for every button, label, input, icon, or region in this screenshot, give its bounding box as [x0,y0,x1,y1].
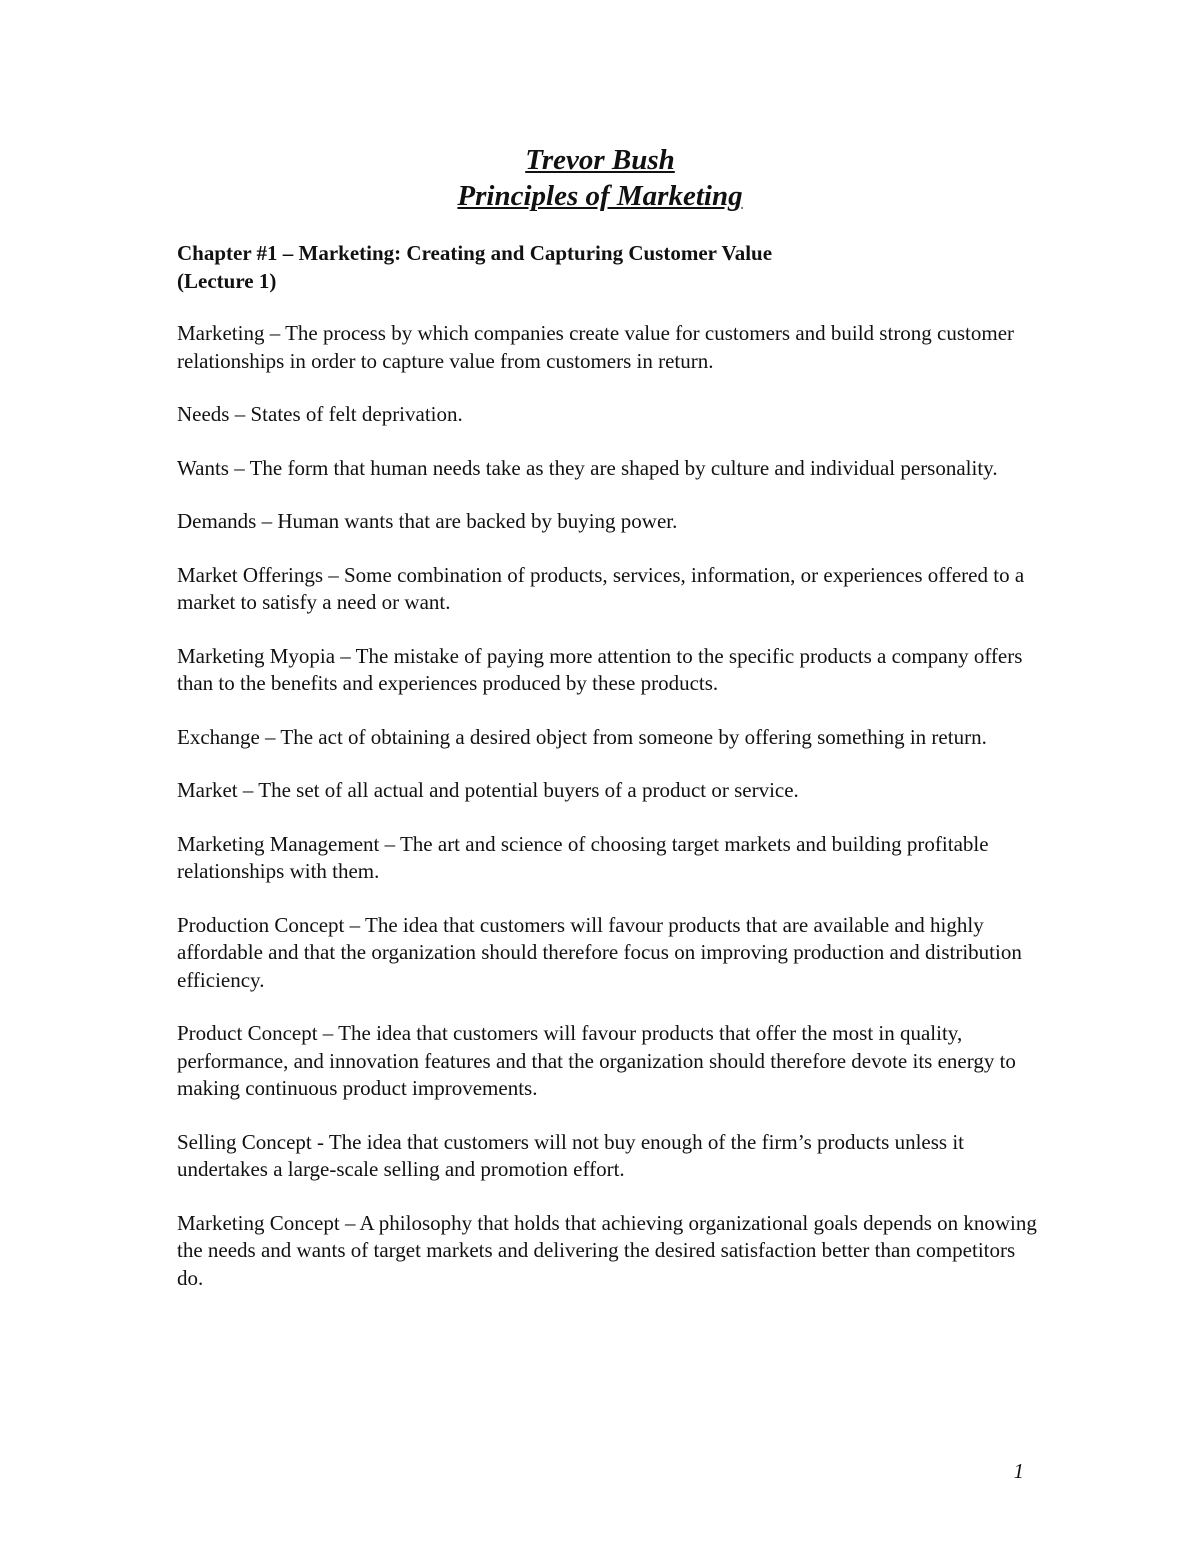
definition-market: Market – The set of all actual and potential buyers of a product or service. [177,778,799,802]
definition-demands: Demands – Human wants that are backed by buying power. [177,509,678,533]
definition-product-concept: Product Concept – The idea that customers will favour products that offer the most in quality, performance, and innovation features and that the organization should therefore devote its energy to making continuous product improvements. [177,1021,1016,1100]
document-body [177,240,1037,1318]
chapter-title: Chapter #1 – Marketing: Creating and Capturing Customer Value [177,241,773,265]
lecture-label: (Lecture 1) [177,268,277,293]
document-title [0,142,1200,214]
chapter-heading [177,240,1037,295]
definition-exchange: Exchange – The act of obtaining a desired object from someone by offering something in return. [177,724,987,749]
author-name: Trevor Bush [525,144,675,176]
definition-wants: Wants – The form that human needs take as they are shaped by culture and individual personality. [177,455,998,480]
definition-needs: Needs – States of felt deprivation. [177,402,463,426]
definition-selling-concept: Selling Concept - The idea that customers will not buy enough of the firm’s products unless it undertakes a large-scale selling and promotion effort. [177,1129,964,1181]
definition-marketing-concept: Marketing Concept – A philosophy that holds that achieving organizational goals depends on knowing the needs and wants of target markets and delivering the desired satisfaction better than competitors do. [177,1210,1037,1290]
course-title: Principles of Marketing [457,180,743,212]
definition-marketing-myopia: Marketing Myopia – The mistake of paying more attention to the specific products a company offers than to the benefits and experiences produced by these products. [177,643,1023,695]
page-number: 1 [1013,1459,1024,1483]
definition-production-concept: Production Concept – The idea that customers will favour products that are available and highly affordable and that the organization should therefore focus on improving production and distribution efficiency. [177,912,1022,992]
definition-marketing: Marketing – The process by which companies create value for customers and build strong customer relationships in order to capture value from customers in return. [177,321,1015,373]
definition-marketing-management: Marketing Management – The art and science of choosing target markets and building profitable relationships with them. [177,831,989,883]
definition-market-offerings: Market Offerings – Some combination of products, services, information, or experiences offered to a market to satisfy a need or want. [177,562,1025,614]
